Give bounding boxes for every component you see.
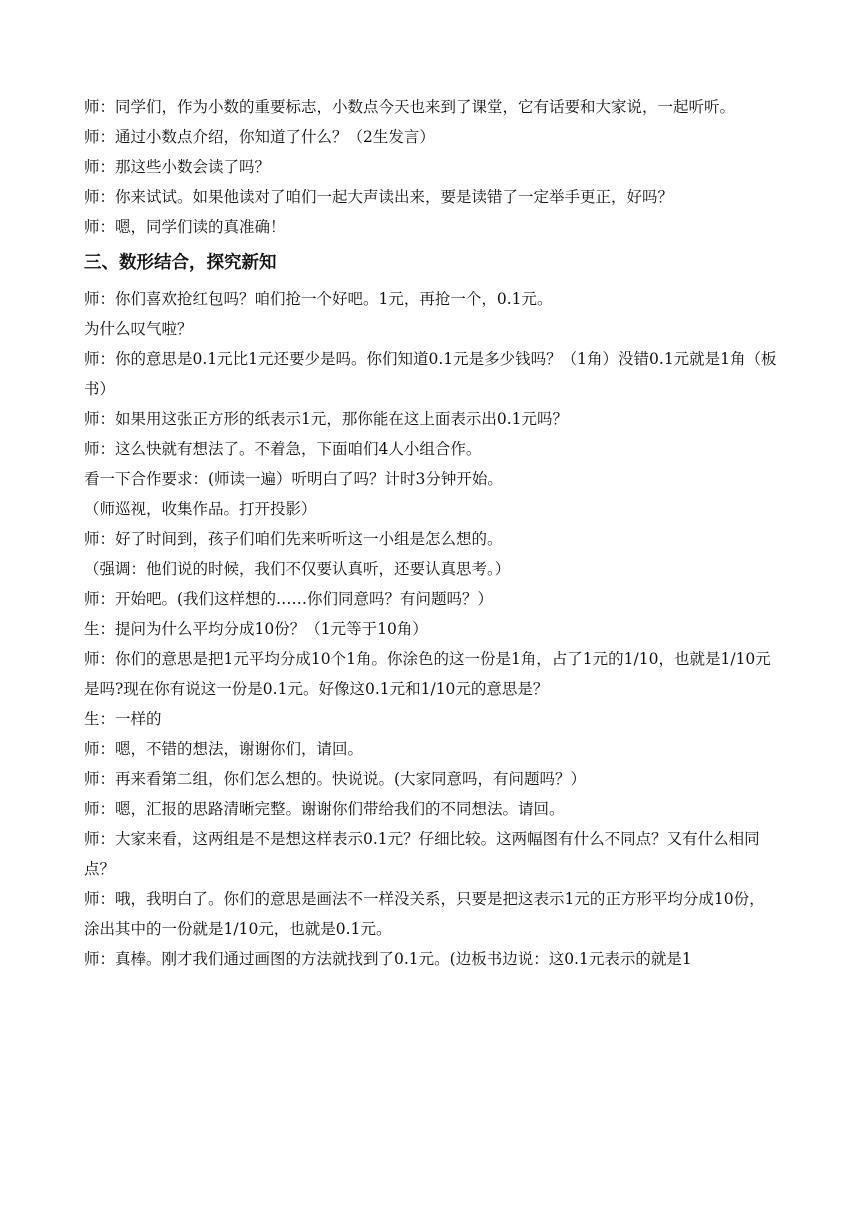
paragraph: 为什么叹气啦？ xyxy=(84,320,193,338)
paragraph: 生：提问为什么平均分成10份？（1元等于10角） xyxy=(84,620,428,638)
paragraph: 师：开始吧。(我们这样想的……你们同意吗？有问题吗？） xyxy=(84,590,494,608)
document-body xyxy=(84,92,780,974)
paragraph: 师：如果用这张正方形的纸表示1元，那你能在这上面表示出0.1元吗？ xyxy=(84,410,569,428)
paragraph: 师：嗯，同学们读的真准确！ xyxy=(84,218,286,236)
paragraph: 师：好了时间到，孩子们咱们先来听听这一小组是怎么想的。 xyxy=(84,530,503,548)
paragraph: 师：你们的意思是把1元平均分成10个1角。你涂色的这一份是1角，占了1元的1/10，也就是1/10元是吗?现在你有说这一份是0.1元。好像这0.1元和1/10元的意思是？ xyxy=(84,650,771,698)
paragraph: 师：通过小数点介绍，你知道了什么？（2生发言） xyxy=(84,128,435,146)
paragraph: 师：真棒。刚才我们通过画图的方法就找到了0.1元。(边板书边说：这0.1元表示的就是1 xyxy=(84,950,692,968)
paragraph: 师：这么快就有想法了。不着急，下面咱们4人小组合作。 xyxy=(84,440,482,458)
paragraph: 师：再来看第二组，你们怎么想的。快说说。(大家同意吗，有问题吗？） xyxy=(84,770,587,788)
paragraph: 生：一样的 xyxy=(84,710,162,728)
paragraph: 师：嗯，汇报的思路清晰完整。谢谢你们带给我们的不同想法。请回。 xyxy=(84,800,565,818)
paragraph: 师：你们喜欢抢红包吗？咱们抢一个好吧。1元，再抢一个，0.1元。 xyxy=(84,290,553,308)
paragraph: 师：大家来看，这两组是不是想这样表示0.1元？仔细比较。这两幅图有什么不同点？又有什么相同点？ xyxy=(84,830,760,878)
paragraph: 师：嗯，不错的想法，谢谢你们，请回。 xyxy=(84,740,364,758)
paragraph: 看一下合作要求：(师读一遍）听明白了吗？计时3分钟开始。 xyxy=(84,470,503,488)
paragraph: 师：同学们，作为小数的重要标志，小数点今天也来到了课堂，它有话要和大家说，一起听听。 xyxy=(84,98,736,116)
paragraph: 师：你的意思是0.1元比1元还要少是吗。你们知道0.1元是多少钱吗？（1角）没错0.1元就是1角（板书） xyxy=(84,350,777,398)
paragraph: （强调：他们说的时候，我们不仅要认真听，还要认真思考。） xyxy=(84,560,511,578)
paragraph: 师：哦，我明白了。你们的意思是画法不一样没关系，只要是把这表示1元的正方形平均分成10份，涂出其中的一份就是1/10元，也就是0.1元。 xyxy=(84,890,765,938)
paragraph: 师：那这些小数会读了吗？ xyxy=(84,158,271,176)
paragraph: 师：你来试试。如果他读对了咱们一起大声读出来，要是读错了一定举手更正，好吗？ xyxy=(84,188,674,206)
paragraph: （师巡视，收集作品。打开投影） xyxy=(84,500,317,518)
section-heading: 三、数形结合，探究新知 xyxy=(84,253,277,273)
